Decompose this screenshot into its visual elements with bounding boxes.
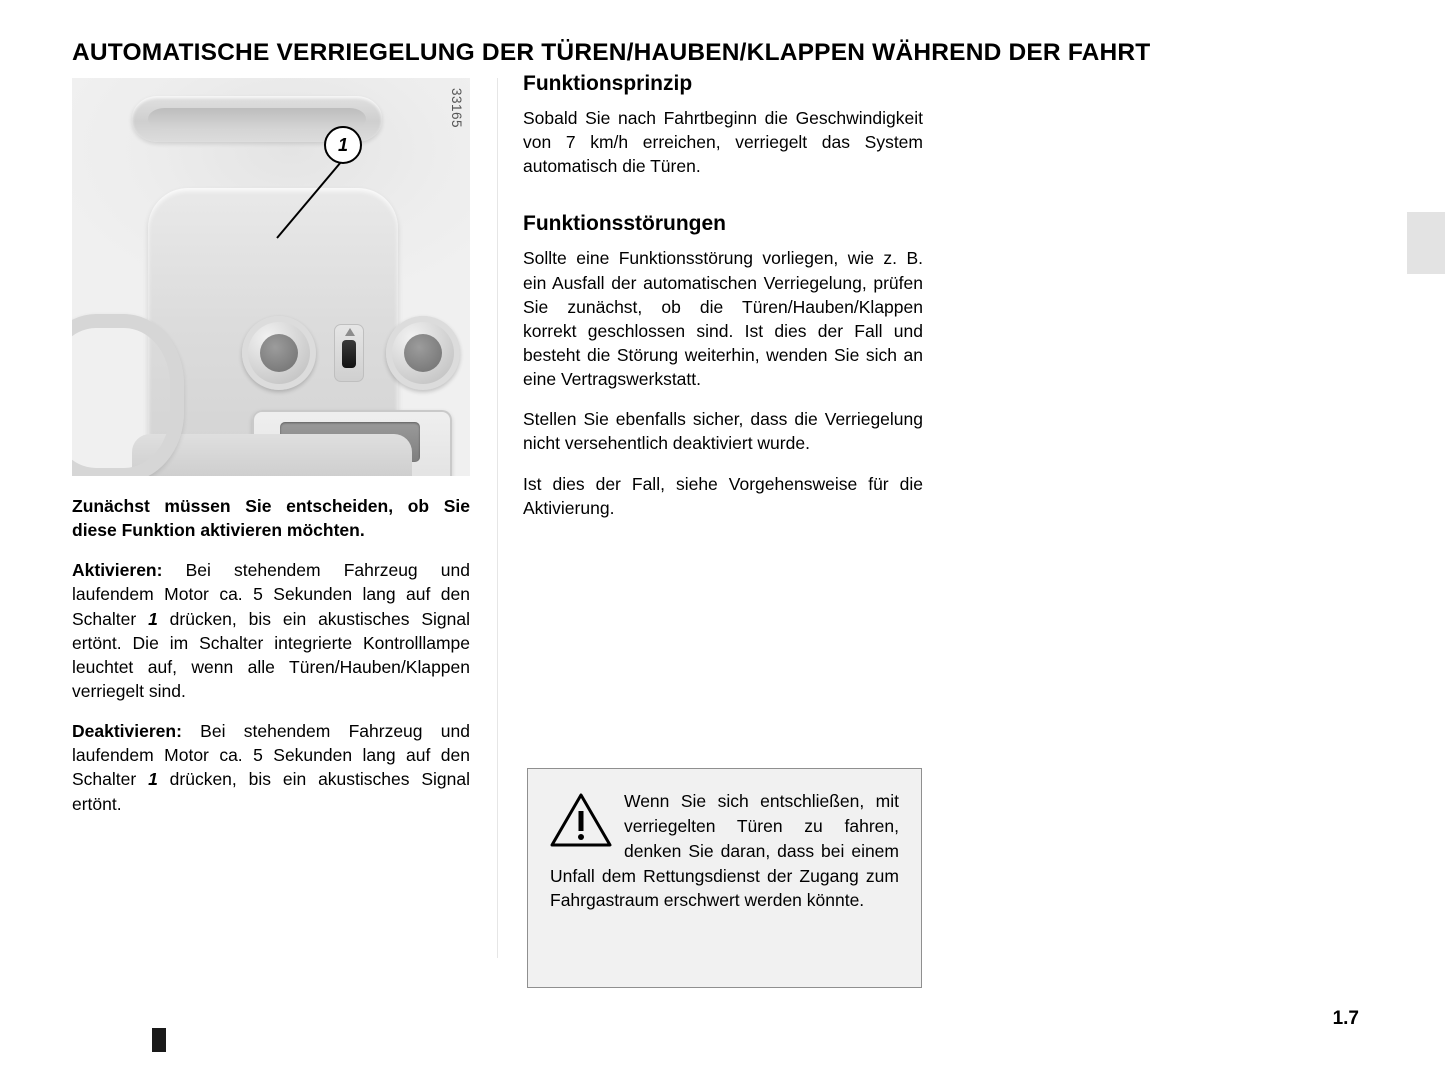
bottom-edge-mark [152,1028,166,1052]
activation-text-2: drücken, bis ein akustisches Signal ertönt. Die im Schalter integrierte Kontrolllampe leuchtet auf, wenn alle Türen/Hauben/Klappen verriegelt sind. [72,608,471,701]
figure-reference-code: 33165 [449,88,464,129]
callout-badge-1: 1 [324,126,362,164]
funktionsstoerungen-paragraph-1: Sollte eine Funktionsstörung vorliegen, wie z. B. ein Ausfall der automatischen Verriegelung, prüfen Sie zunächst, ob die Türen/Hauben/Klappen korrekt geschlossen sind. Ist dies der Fall und besteht die Störung weiterhin, wenden Sie sich an eine Vertragswerkstatt. [523,248,923,390]
deactivation-text-2: drücken, bis ein akustisches Signal ertönt. [72,769,471,814]
funktionsprinzip-paragraph: Sobald Sie nach Fahrtbeginn die Geschwindigkeit von 7 km/h erreichen, verriegelt das System automatisch die Türen. [523,108,923,177]
intro-paragraph: Zunächst müssen Sie entscheiden, ob Sie diese Funktion aktivieren möchten. [72,496,470,541]
funktionsstoerungen-paragraph-2: Stellen Sie ebenfalls sicher, dass die Verriegelung nicht versehentlich deaktiviert wurde. [523,409,923,454]
warning-content [550,789,899,913]
page-title: AUTOMATISCHE VERRIEGELUNG DER TÜREN/HAUBEN/KLAPPEN WÄHREND DER FAHRT [72,39,1151,67]
activation-paragraph [72,558,470,703]
page-number: 1.7 [1332,1008,1359,1029]
activation-label: Aktivieren: [72,560,163,581]
air-vent-left-icon [242,316,316,390]
switch-indicator-icon [345,328,355,336]
deactivation-text-1: Bei stehendem Fahrzeug und laufendem Motor ca. 5 Sekunden lang auf den Schalter [72,721,470,790]
section-heading-funktionsprinzip: Funktionsprinzip [523,72,693,95]
warning-box [527,768,922,988]
deactivation-label: Deaktivieren: [72,721,182,742]
warning-triangle-icon [550,791,612,849]
column-divider [497,78,498,958]
funktionsstoerungen-paragraph-3: Ist dies der Fall, siehe Vorgehensweise für die Aktivierung. [523,473,923,518]
center-console [148,188,398,476]
section-heading-funktionsstoerungen: Funktionsstörungen [523,212,726,236]
chapter-tab-marker [1407,212,1445,274]
right-column [523,72,923,536]
activation-switch-number: 1 [148,608,158,629]
dashboard-illustration [72,78,470,476]
warning-text: Wenn Sie sich entschließen, mit verriegelten Türen zu fahren, denken Sie daran, dass bei einem Unfall dem Rettungsdienst der Zugang zum Fahrgastraum erschwert werden könnte. [550,791,899,911]
activation-text-1: Bei stehendem Fahrzeug und laufendem Motor ca. 5 Sekunden lang auf den Schalter [72,560,470,629]
deactivation-switch-number: 1 [148,769,158,790]
left-column [72,78,470,832]
air-vent-right-icon [386,316,460,390]
dashboard-figure [72,78,470,476]
door-lock-switch [342,340,356,368]
steering-wheel [72,314,184,476]
deactivation-paragraph [72,719,470,816]
